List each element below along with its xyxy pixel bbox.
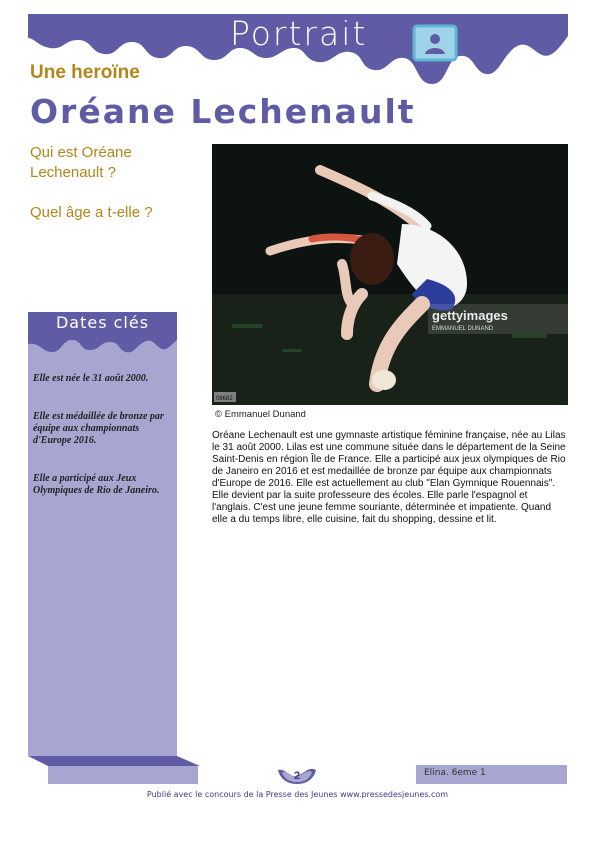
sidebar-fold	[28, 756, 200, 766]
key-date-item: Elle est médaillée de bronze par équipe aux championnats d'Europe 2016.	[33, 411, 164, 446]
gymnast-photo	[212, 144, 568, 405]
watermark-credit: EMMANUEL DUNAND	[432, 326, 494, 332]
section-label: Portrait	[230, 14, 368, 53]
key-date-item: Elle est née le 31 août 2000.	[33, 373, 149, 384]
image-tag: 08682	[216, 396, 233, 402]
article-body: Oréane Lechenault est une gymnaste artistique féminine française, née au Lilas le 31 août 2000. Lilas est une commune située dans le département de la Seine Saint-Denis en région Île de France. Elle a participé aux jeux olympiques de Rio de Janeiro en 2016 et est medaillée de bronze par équipe aux championnats d'Europe de 2016. Elle est actuellement au club "Elan Gymnique Rouennais". Elle devient par la suite professeure des écoles. Elle parle l'espagnol et l'anglais. C'est une jeune femme souriante, déterminée et impatiente. Quand elle a du temps libre, elle cuisine, fait du shopping, dessine et lit.	[212, 430, 566, 525]
question-item: Qui est Oréane Lechenault ?	[30, 144, 132, 181]
footer-bar-left	[48, 766, 198, 784]
portrait-frame-icon	[414, 26, 456, 60]
question-item: Quel âge a t-elle ?	[30, 204, 153, 221]
photo-credit: © Emmanuel Dunand	[215, 409, 306, 420]
page-number: 2	[293, 770, 301, 782]
key-dates-title: Dates clés	[55, 313, 150, 332]
questions-block	[30, 143, 200, 243]
publisher-line: Publié avec le concours de la Presse des Jeunes www.pressedesjeunes.com	[146, 790, 449, 799]
page-title: Oréane Lechenault	[30, 92, 416, 131]
key-date-item: Elle a participé aux Jeux Olympiques de Rio de Janeiro.	[33, 473, 160, 496]
kicker: Une heroïne	[30, 62, 140, 83]
author-label: Elina. 6eme 1	[424, 768, 486, 778]
key-dates-list	[33, 373, 169, 523]
watermark-brand: gettyimages	[432, 308, 508, 323]
